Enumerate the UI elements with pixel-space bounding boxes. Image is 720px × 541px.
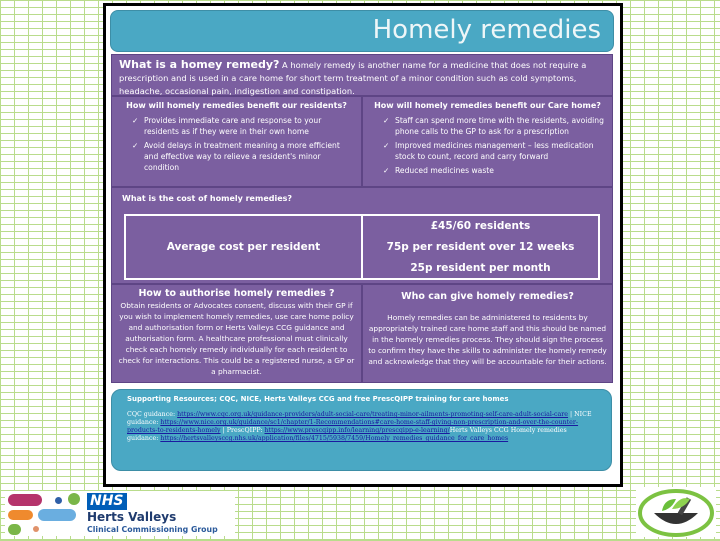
- org-subtitle: Clinical Commissioning Group: [87, 525, 218, 534]
- cost-table: [124, 214, 600, 280]
- logo-shape: [38, 509, 76, 521]
- poster-title: Homely remedies: [372, 15, 601, 45]
- list-item: [383, 165, 606, 176]
- benefits-home-section: [362, 96, 613, 187]
- resources-heading: Supporting Resources; CQC, NICE, Herts Valleys CCG and free PrescQIPP training for care homes: [127, 395, 509, 403]
- mortar-pestle-icon: [636, 487, 716, 537]
- cqc-label: CQC guidance:: [127, 411, 178, 418]
- resources-section: [111, 389, 612, 471]
- list-item: [383, 140, 606, 162]
- cost-heading: What is the cost of homely remedies?: [122, 194, 293, 203]
- nhs-herts-valleys-logo: [5, 491, 235, 536]
- nice-link[interactable]: https://www.nice.org.uk/guidance/sc1/chapter/1-Recommendations#care-home-staff-giving-non-prescription-and-over-the-counter-products-to-residents-homely: [127, 419, 579, 434]
- cost-label: Average cost per resident: [126, 216, 363, 278]
- cost-value: 25p resident per month: [410, 261, 551, 274]
- who-section: [362, 284, 613, 383]
- title-banner: [110, 10, 614, 52]
- check-icon: ✓: [383, 141, 390, 150]
- benefits-residents-heading: How will homely remedies benefit our residents?: [126, 101, 347, 110]
- logo-shape: [33, 526, 39, 532]
- item-text: Reduced medicines waste: [395, 166, 494, 175]
- check-icon: ✓: [383, 116, 390, 125]
- who-heading: Who can give homely remedies?: [401, 291, 574, 302]
- list-item: [132, 115, 355, 137]
- item-text: Improved medicines management – less medication stock to count, record and carry forward: [395, 141, 594, 161]
- prescqipp-label: | PrescQIPP:: [220, 427, 265, 434]
- content-panel: [111, 54, 613, 383]
- what-section: [111, 54, 613, 96]
- hv-link[interactable]: https://hertsvalleysccg.nhs.uk/application/files/4715/5938/7459/Homely_remedies_guidance_for_care_homes: [160, 435, 509, 442]
- logo-shape: [8, 494, 42, 506]
- item-text: Provides immediate care and response to your residents as if they were in their own home: [144, 116, 322, 136]
- cost-value: £45/60 residents: [430, 220, 531, 233]
- check-icon: ✓: [383, 166, 390, 175]
- logo-shape: [8, 524, 21, 535]
- what-heading: What is a homey remedy?: [119, 58, 280, 71]
- who-text: Homely remedies can be administered to residents by appropriately trained care home staff and this should be named in the homely remedies process. They should sign the process to confirm they have the skills to administer the homely remedy and acknowledge that they will be accountable for their actions.: [368, 313, 607, 366]
- authorise-section: [111, 284, 362, 383]
- cqc-link[interactable]: https://www.cqc.org.uk/guidance-providers/adult-social-care/treating-minor-ailments-promoting-self-care-adult-social-care: [177, 411, 569, 418]
- item-text: Staff can spend more time with the residents, avoiding phone calls to the GP to ask for a prescription: [395, 116, 604, 136]
- org-name: Herts Valleys: [87, 510, 177, 524]
- authorise-heading: How to authorise homely remedies ?: [138, 288, 335, 299]
- logo-shape: [8, 510, 33, 520]
- list-item: [383, 115, 606, 137]
- logo-shape: [68, 493, 80, 505]
- benefits-home-heading: How will homely remedies benefit our Care home?: [374, 101, 601, 110]
- cost-value: 75p per resident over 12 weeks: [386, 240, 575, 253]
- cost-section: [111, 187, 613, 284]
- what-text: A homely remedy is another name for a medicine that does not require a prescription and is used in a care home for short term treatment of a minor condition such as cold symptoms, headache, occasional pain, indigestion and constipation.: [119, 60, 587, 96]
- benefits-residents-section: [111, 96, 362, 187]
- item-text: Avoid delays in treatment meaning a more efficient and effective way to relieve a resident's minor condition: [144, 141, 340, 172]
- nhs-badge: NHS: [87, 493, 127, 510]
- hv-label: Herts Valleys CCG Homely remedies guidance:: [127, 427, 567, 442]
- authorise-text: Obtain residents or Advocates consent, discuss with their GP if you wish to implement homely remedies, use care home policy and authorisation form or Herts Valleys CCG guidance and authorisation form. A healthcare professional must clinically check each homely remedy individually for each resident to check for interactions. This could be a registered nurse, a GP or a pharmacist.: [118, 301, 355, 376]
- check-icon: ✓: [132, 141, 139, 150]
- poster: [103, 3, 623, 487]
- list-item: [132, 140, 355, 173]
- prescqipp-link[interactable]: https://www.prescqipp.info/learning/prescqipp-e-learning/: [264, 427, 450, 434]
- logo-shape: [55, 497, 62, 504]
- check-icon: ✓: [132, 116, 139, 125]
- nice-label: | NICE guidance:: [127, 411, 592, 426]
